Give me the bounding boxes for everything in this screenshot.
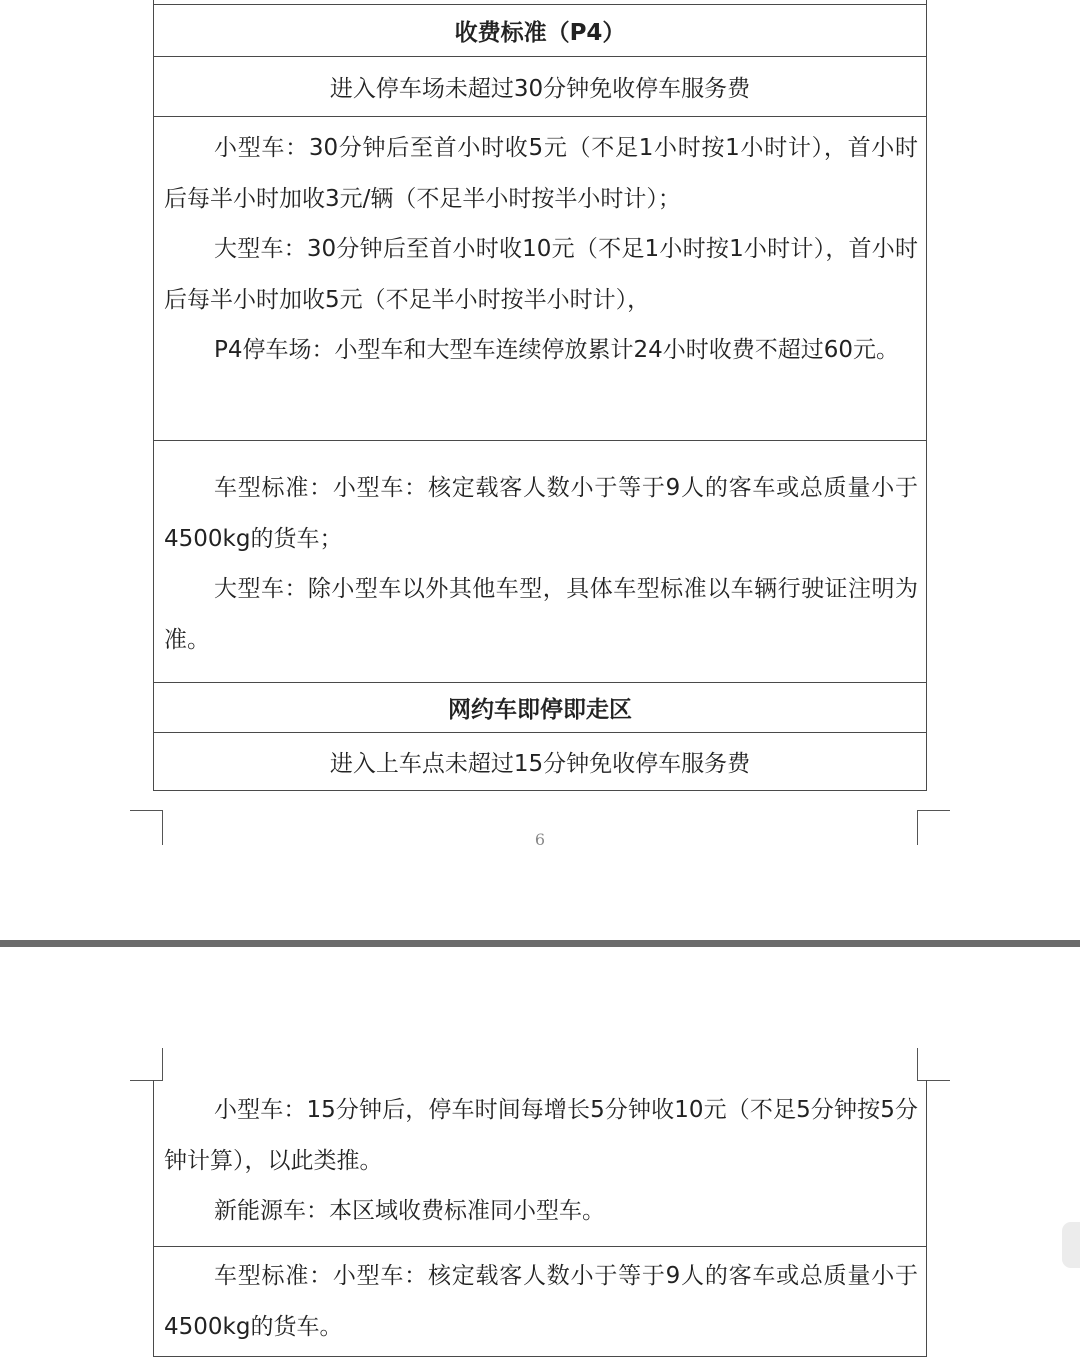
vehicle-standard-cell	[154, 440, 926, 682]
vehicle-standard-cell-2	[154, 1246, 926, 1356]
page-number: 6	[534, 830, 546, 849]
rideshare-free-rule: 进入上车点未超过15分钟免收停车服务费	[154, 732, 926, 790]
small-car-standard-paragraph: 车型标准：小型车：核定载客人数小于等于9人的客车或总质量小于4500kg的货车；	[164, 475, 918, 552]
p4-cap-paragraph: P4停车场：小型车和大型车连续停放累计24小时收费不超过60元。	[214, 337, 900, 363]
rideshare-small-car-fee-paragraph: 小型车：15分钟后，停车时间每增长5分钟收10元（不足5分钟按5分钟计算），以此类推。	[164, 1097, 918, 1174]
large-car-fee-paragraph: 大型车：30分钟后至首小时收10元（不足1小时按1小时计），首小时后每半小时加收5元（不足半小时按半小时计），	[164, 236, 918, 313]
scroll-handle[interactable]	[1062, 1222, 1080, 1268]
crop-mark-top-right	[917, 1048, 950, 1081]
new-energy-fee-paragraph: 新能源车：本区域收费标准同小型车。	[214, 1198, 605, 1224]
crop-mark-top-left	[130, 1048, 163, 1081]
fee-table-page-6	[153, 0, 927, 791]
p4-free-rule: 进入停车场未超过30分钟免收停车服务费	[154, 56, 926, 116]
page-separator	[0, 940, 1080, 947]
rideshare-fee-details	[154, 1080, 926, 1246]
large-car-standard-paragraph: 大型车：除小型车以外其他车型，具体车型标准以车辆行驶证注明为准。	[164, 576, 918, 653]
p4-section-header: 收费标准（P4）	[154, 4, 926, 56]
small-car-fee-paragraph: 小型车：30分钟后至首小时收5元（不足1小时按1小时计），首小时后每半小时加收3元/辆（不足半小时按半小时计）；	[164, 135, 918, 212]
crop-mark-bottom-right	[917, 810, 950, 845]
small-car-standard-paragraph-2: 车型标准：小型车：核定载客人数小于等于9人的客车或总质量小于4500kg的货车。	[164, 1263, 918, 1340]
rideshare-section-header: 网约车即停即走区	[154, 682, 926, 732]
crop-mark-bottom-left	[130, 810, 163, 845]
fee-table-page-7	[153, 1080, 927, 1357]
p4-fee-details	[154, 116, 926, 440]
